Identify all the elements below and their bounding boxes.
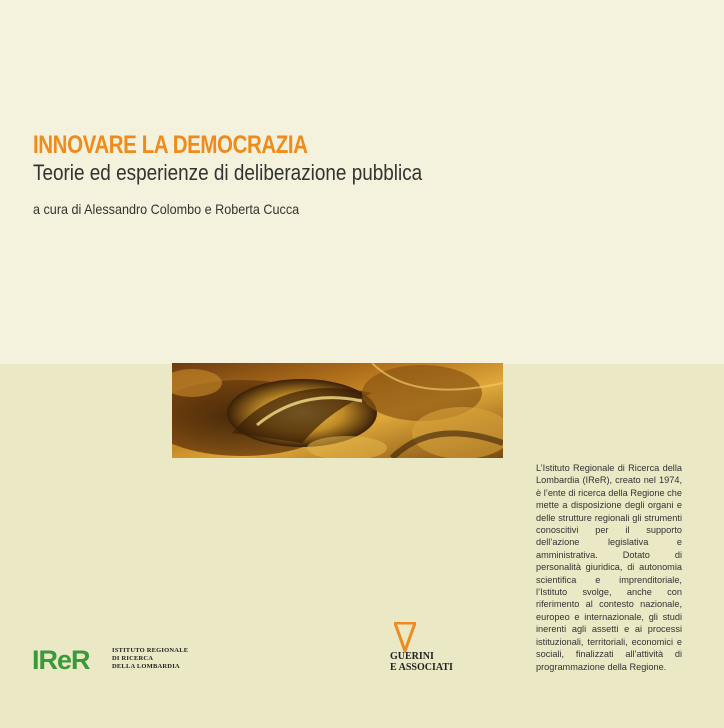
book-title: INNOVARE LA DEMOCRAZIA bbox=[33, 131, 308, 159]
publisher-mark-icon bbox=[394, 622, 416, 652]
book-editors: a cura di Alessandro Colombo e Roberta Cucca bbox=[33, 201, 300, 217]
publisher-name-line: GUERINI bbox=[390, 651, 434, 662]
irer-logo: IReR bbox=[32, 645, 90, 675]
irer-name-line: ISTITUTO REGIONALE bbox=[112, 647, 189, 654]
fractal-artwork bbox=[172, 363, 503, 458]
publisher-name bbox=[390, 651, 453, 673]
irer-full-name bbox=[112, 647, 202, 671]
book-subtitle: Teorie ed esperienze di deliberazione pubblica bbox=[33, 160, 423, 185]
irer-name-line: DELLA LOMBARDIA bbox=[112, 663, 180, 670]
publisher-name-line: E ASSOCIATI bbox=[390, 662, 453, 673]
cover-fractal-image bbox=[172, 363, 503, 458]
institute-description: L’Istituto Regionale di Ricerca della Lombardia (IReR), creato nel 1974, è l’ente di ricerca della Regione che mette a disposizione degli organi e delle strutture regionali gli strumenti conoscitivi per il supporto dell’azione legislativa e amministrativa. Dotato di personalità giuridica, di autonomia scientifica e imprenditoriale, l’Istituto svolge, anche con riferimento al contesto nazionale, europeo e internazionale, gli studi inerenti agli assetti e ai processi istituzionali, territoriali, economici e sociali, finalizzati all’attività di programmazione della Regione. bbox=[536, 463, 682, 672]
irer-name-line: DI RICERCA bbox=[112, 655, 154, 662]
